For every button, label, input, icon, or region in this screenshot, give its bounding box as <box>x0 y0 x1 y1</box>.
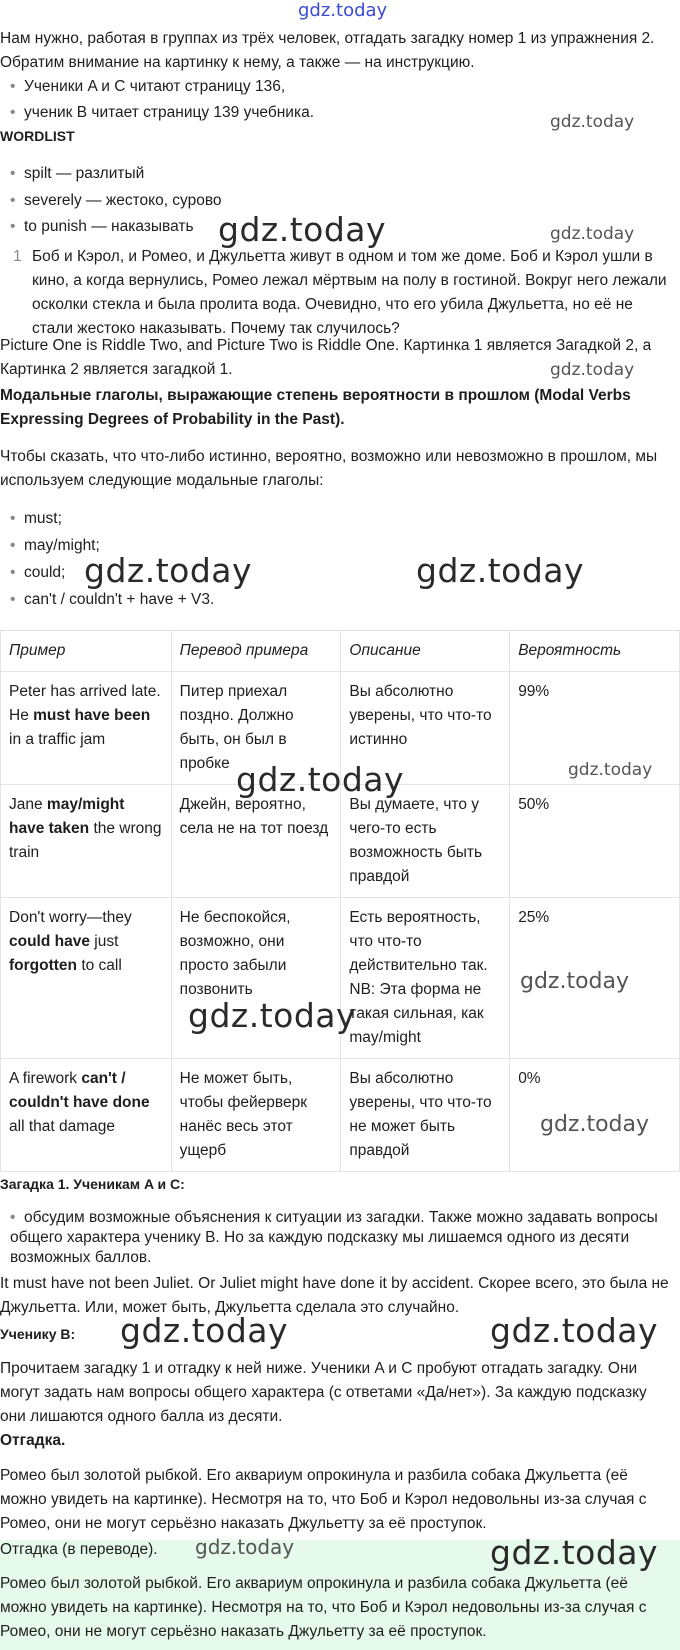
riddle-ac-answer: It must have not been Juliet. Or Juliet might have done it by accident. Скорее всего, это была не Джульетта. Или, может быть, Джульетта сделала это случайно. <box>0 1275 669 1316</box>
example-cell: Don't worry—they could have just forgotten to call <box>1 898 172 1059</box>
watermark: gdz.today <box>540 1112 650 1137</box>
watermark: gdz.today <box>120 1311 289 1350</box>
answer-translated-text: Ромео был золотой рыбкой. Его аквариум опрокинула и разбила собака Джульетта (её можно увидеть на картинке). Несмотря на то, что Боб и Кэрол недовольны из-за случая с Ромео, они не могут серьёзно наказать Джульетту за её проступок. <box>0 1575 647 1640</box>
bullet-icon: • <box>10 1209 16 1226</box>
watermark: gdz.today <box>490 1311 659 1350</box>
modal-text: Чтобы сказать, что что-либо истинно, вероятно, возможно или невозможно в прошлом, мы используем следующие модальные глаголы: <box>0 448 658 489</box>
bullet-icon: • <box>10 192 16 209</box>
table-header-row <box>1 631 680 672</box>
intro-text: Нам нужно, работая в группах из трёх человек, отгадать загадку номер 1 из упражнения 2. Обратим внимание на картинку к нему, а также — на инструкцию. <box>0 30 655 71</box>
watermark: gdz.today <box>416 551 585 590</box>
answer-translated-title: Отгадка (в переводе). <box>0 1541 158 1558</box>
bullet-icon: • <box>10 218 16 235</box>
probability-cell: 99% <box>510 672 680 785</box>
watermark: gdz.today <box>218 210 387 249</box>
riddle-ac-title: Загадка 1. Ученикам A и C: <box>0 1176 185 1192</box>
modal-bullet <box>10 507 670 531</box>
watermark: gdz.today <box>236 760 405 799</box>
example-cell: Jane may/might have taken the wrong train <box>1 785 172 898</box>
description-cell: Есть вероятность, что что-то действительно так. NB: Эта форма не такая сильная, как may/might <box>341 898 510 1059</box>
description-cell: Вы абсолютно уверены, что что-то не может быть правдой <box>341 1059 510 1172</box>
translation-cell: Питер приехал поздно. Должно быть, он был в пробке <box>171 672 341 785</box>
description-cell: Вы абсолютно уверены, что что-то истинно <box>341 672 510 785</box>
modal-title: Модальные глаголы, выражающие степень вероятности в прошлом (Modal Verbs Expressing Degrees of Probability in the Past). <box>0 387 631 428</box>
site-link[interactable]: gdz.today <box>298 0 388 21</box>
modal-bullet-text: can't / couldn't + have + V3. <box>24 591 215 608</box>
riddle-ac-bullet <box>10 1208 670 1268</box>
table-header: Перевод примера <box>171 631 341 672</box>
intro-bullet-text: ученик B читает страницу 139 учебника. <box>24 104 315 121</box>
watermark: gdz.today <box>520 969 630 994</box>
watermark: gdz.today <box>84 551 253 590</box>
student-b-title: Ученику B: <box>0 1326 76 1342</box>
wordlist-title: WORDLIST <box>0 128 75 144</box>
bullet-icon: • <box>10 591 16 608</box>
bullet-icon: • <box>10 564 16 581</box>
table-header: Вероятность <box>510 631 680 672</box>
wordlist-item <box>10 162 670 186</box>
riddle-text: Боб и Кэрол, и Ромео, и Джульетта живут в одном и том же доме. Боб и Кэрол ушли в кино, а когда вернулись, Ромео лежал мёртвым на полу в гостиной. Вокруг него лежали осколки стекла и была пролита вода. Очевидно, что его убила Джульетта, но её не стали жестоко наказывать. Почему так случилось? <box>32 248 667 337</box>
example-cell: A firework can't / couldn't have done all that damage <box>1 1059 172 1172</box>
table-row <box>1 785 680 898</box>
probability-cell: 25% <box>510 898 680 1059</box>
table-header: Описание <box>341 631 510 672</box>
watermark: gdz.today <box>568 760 653 780</box>
modal-bullet <box>10 588 670 612</box>
intro-bullet-1 <box>10 75 670 99</box>
wordlist-item-text: severely — жестоко, сурово <box>24 192 222 209</box>
translation-cell: Не может быть, чтобы фейерверк нанёс весь этот ущерб <box>171 1059 341 1172</box>
answer-title: Отгадка. <box>0 1432 66 1449</box>
modal-verbs-table <box>0 630 680 1172</box>
watermark: gdz.today <box>195 1535 295 1559</box>
bullet-icon: • <box>10 78 16 95</box>
bullet-icon: • <box>10 165 16 182</box>
probability-cell: 0% <box>510 1059 680 1172</box>
intro-bullet-text: Ученики A и C читают страницу 136, <box>24 78 286 95</box>
probability-cell: 50% <box>510 785 680 898</box>
watermark: gdz.today <box>490 1533 659 1572</box>
riddle-ac-bullet-text: обсудим возможные объяснения к ситуации из загадки. Также можно задавать вопросы общего характера ученику B. Но за каждую подсказку мы лишаемся одного из десяти возможных баллов. <box>10 1209 658 1266</box>
watermark: gdz.today <box>550 112 635 132</box>
riddle-number: 1 <box>13 248 22 265</box>
modal-bullet-text: may/might; <box>24 537 100 554</box>
watermark: gdz.today <box>550 224 635 244</box>
answer-text: Ромео был золотой рыбкой. Его аквариум опрокинула и разбила собака Джульетта (её можно увидеть на картинке). Несмотря на то, что Боб и Кэрол недовольны из-за случая с Ромео, они не могут серьёзно наказать Джульетту за её проступок. <box>0 1467 647 1532</box>
watermark: gdz.today <box>188 996 357 1035</box>
translation-cell: Не беспокойся, возможно, они просто забыли позвонить <box>171 898 341 1059</box>
wordlist-item-text: spilt — разлитый <box>24 165 145 182</box>
bullet-icon: • <box>10 104 16 121</box>
translation-cell: Джейн, вероятно, села не на тот поезд <box>171 785 341 898</box>
modal-bullet-text: must; <box>24 510 62 527</box>
watermark: gdz.today <box>550 360 635 380</box>
wordlist-item-text: to punish — наказывать <box>24 218 194 235</box>
example-cell: Peter has arrived late. He must have been in a traffic jam <box>1 672 172 785</box>
bullet-icon: • <box>10 537 16 554</box>
picture-note: Picture One is Riddle Two, and Picture Two is Riddle One. Картинка 1 является Загадкой 2, а Картинка 2 является загадкой 1. <box>0 337 652 378</box>
table-header: Пример <box>1 631 172 672</box>
description-cell: Вы думаете, что у чего-то есть возможность быть правдой <box>341 785 510 898</box>
modal-bullet-text: could; <box>24 564 66 581</box>
student-b-text: Прочитаем загадку 1 и отгадку к ней ниже. Ученики A и C пробуют отгадать загадку. Они могут задать нам вопросы общего характера (с ответами «Да/нет»). За каждую подсказку они лишаются одного балла из десяти. <box>0 1360 647 1425</box>
bullet-icon: • <box>10 510 16 527</box>
